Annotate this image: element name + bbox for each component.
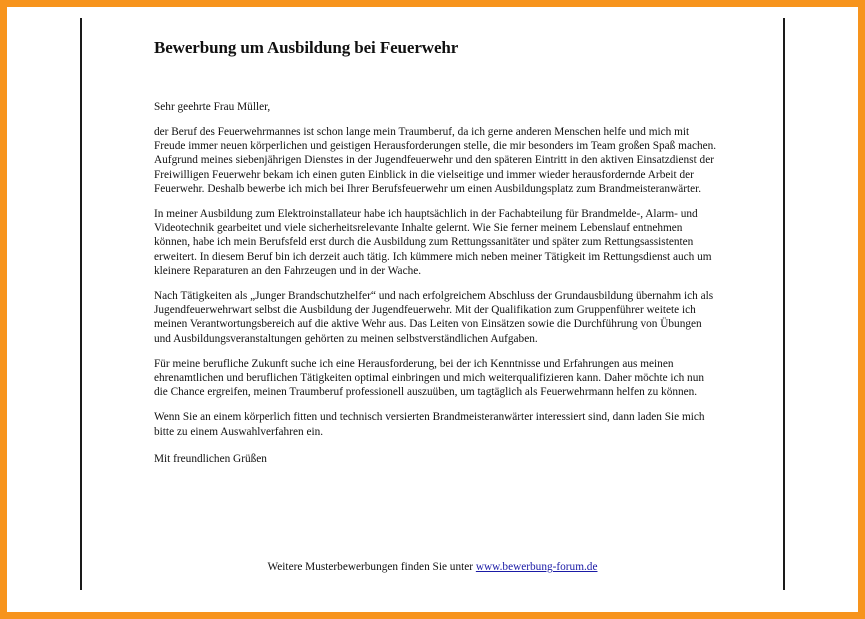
- letter-closing: Mit freundlichen Grüßen: [154, 452, 267, 465]
- letter-paragraph-1: der Beruf des Feuerwehrmannes ist schon lange mein Traumberuf, da ich gerne anderen Menschen helfe und mich mit Freude immer neuen körperlichen und geistigen Herausforderungen stelle, die mir besonders im Team großen Spaß machen. Aufgrund meines siebenjährigen Dienstes in der Jugendfeuerwehr und den späteren Eintritt in den aktiven Einsatzdienst der Freiwilligen Feuerwehr bekam ich einen guten Einblick in die vielseitige und immer wieder herausfordernde Arbeit der Feuerwehr. Deshalb bewerbe ich mich bei Ihrer Berufsfeuerwehr um einen Ausbildungsplatz zum Brandmeisteranwärter.: [154, 126, 717, 195]
- letter-paragraph-2: In meiner Ausbildung zum Elektroinstallateur habe ich hauptsächlich in der Fachabteilung für Brandmelde-, Alarm- und Videotechnik gearbeitet und viele sicherheitsrelevante Inhalte gelernt. Wie Sie ferner meinem Lebenslauf entnehmen können, habe ich mein Berufsfeld erst durch die Ausbildung zum Rettungssanitäter und später zum Rettungsassistenten erweitert. In diesem Beruf bin ich derzeit auch tätig. Ich kümmere mich neben meiner Tätigkeit im Rettungsdienst auch um kleinere Reparaturen an den Fahrzeugen und in der Wache.: [154, 208, 712, 277]
- footer-text: Weitere Musterbewerbungen finden Sie unter: [267, 561, 474, 573]
- right-margin-rule: [783, 18, 785, 590]
- letter-title: Bewerbung um Ausbildung bei Feuerwehr: [154, 38, 459, 57]
- letter-paragraph-5: Wenn Sie an einem körperlich fitten und technisch versierten Brandmeisteranwärter interessiert sind, dann laden Sie mich bitte zu einem Auswahlverfahren ein.: [154, 411, 705, 438]
- footer-link[interactable]: www.bewerbung-forum.de: [475, 561, 598, 573]
- letter-greeting: Sehr geehrte Frau Müller,: [154, 101, 271, 113]
- footer-note: [82, 560, 783, 574]
- letter-paragraph-3: Nach Tätigkeiten als „Junger Brandschutzhelfer“ und nach erfolgreichem Abschluss der Grundausbildung übernahm ich als Jugendfeuerwehrwart selbst die Ausbildung der Jugendfeuerwehr. Mit der Qualifikation zum Gruppenführer weitete ich meinen Verantwortungsbereich auf die aktive Wehr aus. Das Leiten von Einsätzen sowie die Durchführung von Übungen und Ausbildungsveranstaltungen gehörten zu meinen selbstverständlichen Aufgaben.: [154, 290, 714, 345]
- letter-paragraph-4: Für meine berufliche Zukunft suche ich eine Herausforderung, bei der ich Kenntnisse und Erfahrungen aus meinen ehrenamtlichen und beruflichen Tätigkeiten optimal einbringen und mich weiterqualifizieren kann. Daher möchte ich nun die Chance ergreifen, meinen Traumberuf professionell auszuüben, um tagtäglich als Feuerwehrmann helfen zu können.: [154, 357, 705, 399]
- left-margin-rule: [80, 18, 82, 590]
- letter-body: [154, 36, 719, 466]
